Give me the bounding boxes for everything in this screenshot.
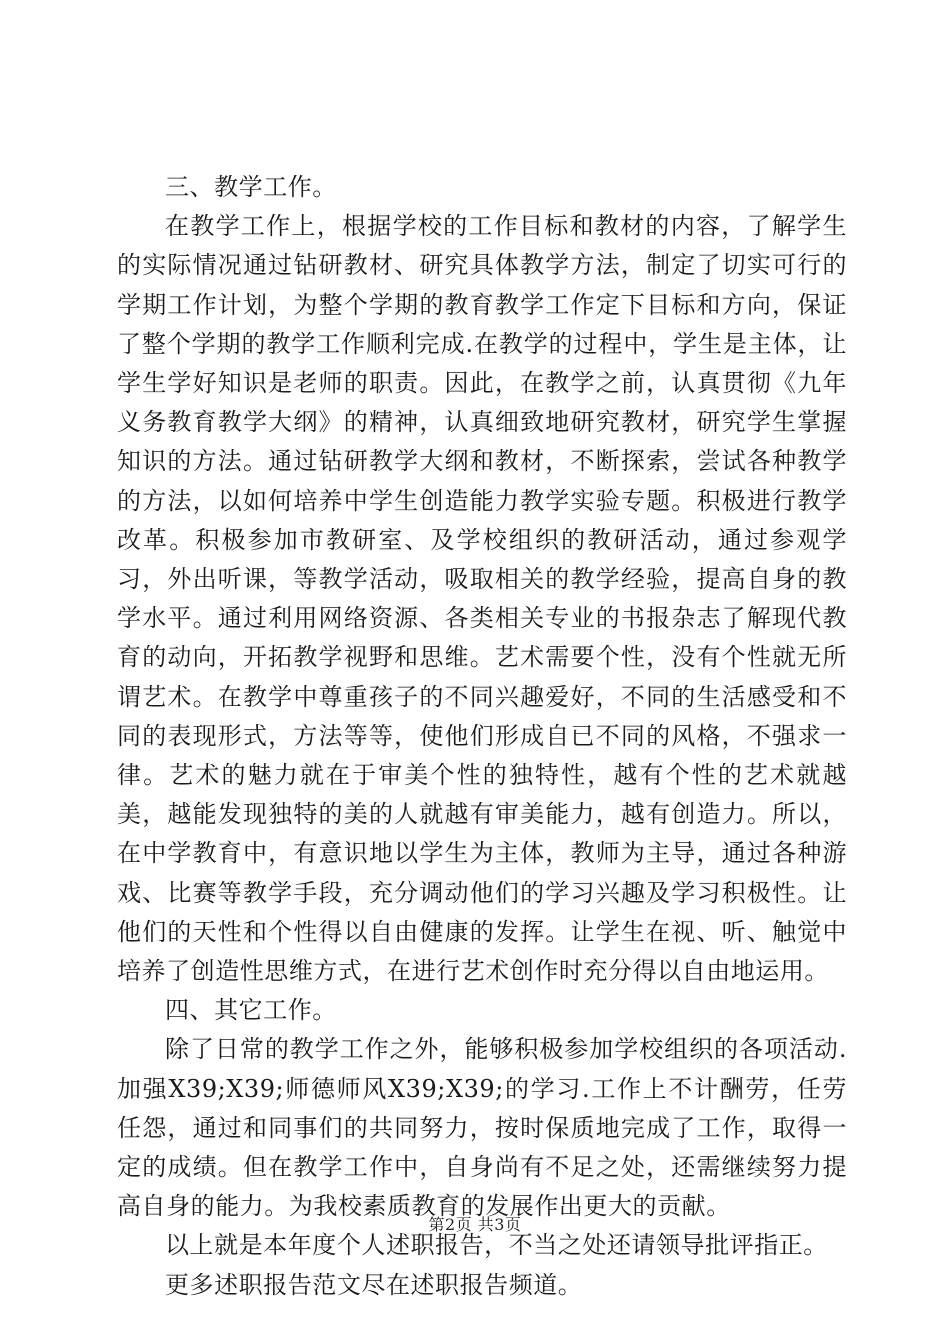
paragraph-more-reports: 更多述职报告范文尽在述职报告频道。 <box>165 1270 583 1299</box>
section-heading-other-work: 四、其它工作。 <box>165 996 337 1025</box>
paragraph-other-work: 除了日常的教学工作之外，能够积极参加学校组织的各项活动.加强X39;X39;师德师风X39;X39;的学习.工作上不计酬劳，任劳任怨，通过和同事们的共同努力，按时保质地完成了工作，取得一定的成绩。但在教学工作中，自身尚有不足之处，还需继续努力提高自身的能力。为我校素质教育的发展作出更大的贡献。 <box>117 1035 847 1221</box>
section-heading-teaching: 三、教学工作。 <box>165 173 337 201</box>
paragraph-closing: 以上就是本年度个人述职报告，不当之处还请领导批评指正。 <box>165 1231 828 1260</box>
page-number-footer: 第2页 共3页 <box>428 1215 522 1234</box>
document-body <box>117 168 847 1305</box>
paragraph-teaching-work: 在教学工作上，根据学校的工作目标和教材的内容，了解学生的实际情况通过钻研教材、研究具体教学方法，制定了切实可行的学期工作计划，为整个学期的教育教学工作定下目标和方向，保证了整个学期的教学工作顺利完成.在教学的过程中，学生是主体，让学生学好知识是老师的职责。因此，在教学之前，认真贯彻《九年义务教育教学大纲》的精神，认真细致地研究教材，研究学生掌握知识的方法。通过钻研教学大纲和教材，不断探索，尝试各种教学的方法，以如何培养中学生创造能力教学实验专题。积极进行教学改革。积极参加市教研室、及学校组织的教研活动，通过参观学习，外出听课，等教学活动，吸取相关的教学经验，提高自身的教学水平。通过利用网络资源、各类相关专业的书报杂志了解现代教育的动向，开拓教学视野和思维。艺术需要个性，没有个性就无所谓艺术。在教学中尊重孩子的不同兴趣爱好，不同的生活感受和不同的表现形式，方法等等，使他们形成自已不同的风格，不强求一律。艺术的魅力就在于审美个性的独特性，越有个性的艺术就越美，越能发现独特的美的人就越有审美能力，越有创造力。所以，在中学教育中，有意识地以学生为主体，教师为主导，通过各种游戏、比赛等教学手段，充分调动他们的学习兴趣及学习积极性。让他们的天性和个性得以自由健康的发挥。让学生在视、听、触觉中培养了创造性思维方式，在进行艺术创作时充分得以自由地运用。 <box>117 212 847 986</box>
